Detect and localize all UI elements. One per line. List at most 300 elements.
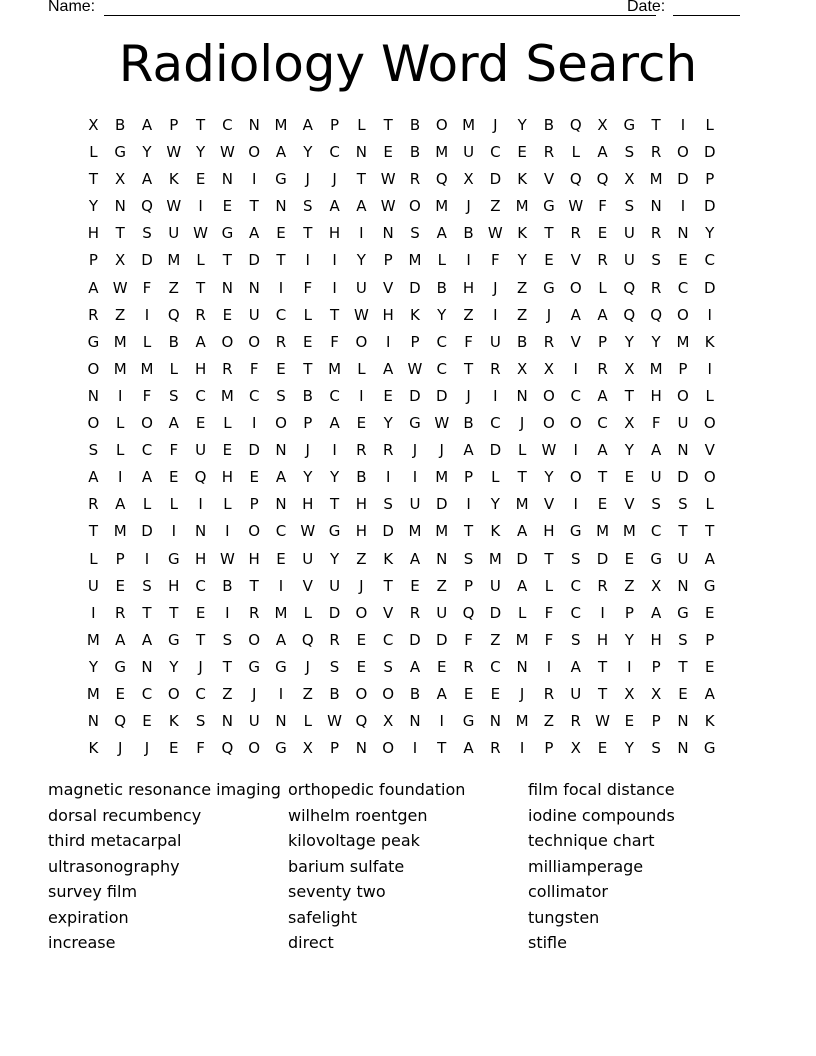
- grid-cell[interactable]: J: [493, 278, 498, 297]
- grid-cell[interactable]: Y: [303, 143, 313, 162]
- grid-cell[interactable]: L: [142, 332, 152, 351]
- grid-cell[interactable]: A: [141, 116, 153, 134]
- grid-cell[interactable]: M: [435, 143, 449, 162]
- grid-cell[interactable]: A: [570, 657, 581, 676]
- grid-cell[interactable]: M: [649, 359, 663, 378]
- grid-cell[interactable]: E: [704, 603, 715, 622]
- grid-cell[interactable]: R: [490, 739, 501, 758]
- grid-cell[interactable]: T: [196, 116, 206, 134]
- grid-cell[interactable]: E: [276, 224, 286, 243]
- grid-cell[interactable]: I: [519, 739, 525, 758]
- grid-cell[interactable]: I: [91, 603, 96, 622]
- grid-cell[interactable]: G: [703, 739, 716, 758]
- grid-cell[interactable]: X: [88, 116, 99, 134]
- grid-cell[interactable]: P: [303, 414, 313, 433]
- grid-cell[interactable]: M: [408, 251, 422, 270]
- grid-cell[interactable]: O: [543, 414, 555, 433]
- grid-cell[interactable]: I: [573, 359, 578, 378]
- grid-cell[interactable]: R: [248, 603, 260, 622]
- grid-cell[interactable]: E: [169, 468, 179, 487]
- grid-cell[interactable]: D: [248, 441, 260, 460]
- grid-cell[interactable]: D: [409, 278, 421, 297]
- grid-cell[interactable]: E: [624, 549, 635, 568]
- grid-cell[interactable]: O: [87, 414, 100, 433]
- grid-cell[interactable]: L: [544, 576, 554, 595]
- grid-cell[interactable]: G: [543, 197, 555, 216]
- grid-cell[interactable]: A: [88, 278, 99, 297]
- grid-cell[interactable]: L: [705, 386, 714, 405]
- grid-cell[interactable]: O: [248, 630, 261, 649]
- grid-cell[interactable]: E: [356, 630, 367, 649]
- grid-cell[interactable]: Y: [624, 332, 634, 351]
- grid-cell[interactable]: V: [570, 332, 581, 351]
- grid-cell[interactable]: O: [409, 197, 421, 216]
- grid-cell[interactable]: M: [515, 630, 529, 649]
- date-line[interactable]: [673, 15, 740, 16]
- grid-cell[interactable]: M: [86, 684, 100, 703]
- grid-cell[interactable]: I: [546, 657, 552, 676]
- grid-cell[interactable]: T: [651, 116, 661, 134]
- grid-cell[interactable]: T: [705, 522, 715, 541]
- grid-cell[interactable]: O: [167, 684, 180, 703]
- grid-cell[interactable]: K: [704, 332, 715, 351]
- grid-cell[interactable]: I: [627, 657, 632, 676]
- grid-cell[interactable]: Z: [356, 549, 367, 568]
- grid-cell[interactable]: C: [570, 576, 581, 595]
- grid-cell[interactable]: D: [489, 170, 502, 189]
- grid-cell[interactable]: X: [650, 684, 662, 703]
- grid-cell[interactable]: T: [329, 305, 340, 324]
- grid-cell[interactable]: D: [435, 495, 448, 514]
- grid-cell[interactable]: A: [463, 739, 474, 758]
- grid-cell[interactable]: N: [275, 197, 287, 216]
- grid-cell[interactable]: L: [491, 468, 500, 487]
- grid-cell[interactable]: Q: [355, 712, 368, 731]
- grid-cell[interactable]: H: [462, 278, 475, 297]
- grid-cell[interactable]: O: [677, 386, 689, 405]
- grid-cell[interactable]: J: [305, 441, 310, 460]
- grid-cell[interactable]: E: [678, 251, 688, 270]
- grid-cell[interactable]: O: [355, 603, 368, 622]
- grid-cell[interactable]: P: [330, 739, 340, 758]
- grid-cell[interactable]: Y: [624, 739, 634, 758]
- grid-cell[interactable]: Q: [435, 170, 448, 189]
- grid-cell[interactable]: N: [436, 549, 448, 568]
- grid-cell[interactable]: W: [487, 224, 503, 243]
- grid-cell[interactable]: T: [196, 630, 206, 649]
- grid-cell[interactable]: I: [412, 468, 418, 487]
- grid-cell[interactable]: T: [169, 603, 179, 622]
- grid-cell[interactable]: S: [570, 549, 581, 568]
- grid-cell[interactable]: K: [88, 739, 99, 758]
- grid-cell[interactable]: D: [248, 251, 260, 270]
- grid-cell[interactable]: M: [462, 116, 476, 134]
- grid-cell[interactable]: I: [412, 739, 418, 758]
- grid-cell[interactable]: E: [169, 739, 179, 758]
- grid-cell[interactable]: T: [356, 170, 366, 189]
- grid-cell[interactable]: Q: [596, 170, 609, 189]
- grid-cell[interactable]: R: [650, 224, 662, 243]
- grid-cell[interactable]: T: [437, 739, 447, 758]
- grid-cell[interactable]: J: [466, 197, 471, 216]
- grid-cell[interactable]: C: [597, 414, 608, 433]
- grid-cell[interactable]: R: [490, 359, 501, 378]
- grid-cell[interactable]: T: [142, 603, 152, 622]
- grid-cell[interactable]: F: [544, 603, 554, 622]
- grid-cell[interactable]: K: [410, 305, 420, 324]
- grid-cell[interactable]: K: [490, 522, 501, 541]
- grid-cell[interactable]: Q: [167, 305, 180, 324]
- grid-cell[interactable]: W: [112, 278, 128, 297]
- grid-cell[interactable]: E: [276, 359, 286, 378]
- grid-cell[interactable]: P: [651, 657, 661, 676]
- grid-cell[interactable]: S: [222, 630, 233, 649]
- grid-cell[interactable]: F: [249, 359, 259, 378]
- grid-cell[interactable]: W: [166, 197, 182, 216]
- grid-cell[interactable]: G: [543, 278, 555, 297]
- grid-cell[interactable]: J: [305, 170, 310, 189]
- grid-cell[interactable]: D: [435, 630, 448, 649]
- grid-cell[interactable]: T: [276, 251, 286, 270]
- grid-cell[interactable]: T: [597, 657, 608, 676]
- grid-cell[interactable]: C: [141, 441, 153, 460]
- grid-cell[interactable]: L: [357, 359, 366, 378]
- grid-cell[interactable]: D: [703, 197, 716, 216]
- grid-cell[interactable]: U: [489, 576, 501, 595]
- grid-cell[interactable]: S: [142, 224, 152, 243]
- grid-cell[interactable]: L: [517, 441, 527, 460]
- grid-cell[interactable]: A: [302, 116, 313, 134]
- grid-cell[interactable]: A: [275, 143, 287, 162]
- grid-cell[interactable]: T: [624, 386, 634, 405]
- grid-cell[interactable]: F: [464, 630, 473, 649]
- grid-cell[interactable]: G: [114, 657, 126, 676]
- grid-cell[interactable]: E: [222, 197, 233, 216]
- grid-cell[interactable]: N: [677, 739, 689, 758]
- grid-cell[interactable]: Y: [356, 251, 366, 270]
- grid-cell[interactable]: A: [409, 549, 421, 568]
- grid-cell[interactable]: E: [142, 712, 152, 731]
- grid-cell[interactable]: X: [383, 712, 394, 731]
- grid-cell[interactable]: N: [221, 712, 233, 731]
- grid-cell[interactable]: Q: [194, 468, 207, 487]
- grid-cell[interactable]: B: [409, 116, 421, 134]
- grid-cell[interactable]: G: [221, 224, 234, 243]
- grid-cell[interactable]: R: [114, 603, 126, 622]
- grid-cell[interactable]: A: [141, 468, 153, 487]
- grid-cell[interactable]: Y: [544, 468, 554, 487]
- grid-cell[interactable]: R: [382, 441, 394, 460]
- grid-cell[interactable]: G: [328, 522, 341, 541]
- grid-cell[interactable]: E: [597, 495, 608, 514]
- grid-cell[interactable]: X: [624, 684, 635, 703]
- grid-cell[interactable]: O: [382, 684, 395, 703]
- grid-cell[interactable]: X: [624, 170, 635, 189]
- grid-cell[interactable]: N: [677, 712, 689, 731]
- grid-cell[interactable]: C: [436, 359, 447, 378]
- grid-cell[interactable]: H: [302, 495, 314, 514]
- grid-cell[interactable]: I: [278, 576, 284, 595]
- grid-cell[interactable]: B: [115, 116, 126, 134]
- grid-cell[interactable]: F: [464, 332, 473, 351]
- grid-cell[interactable]: A: [249, 224, 260, 243]
- grid-cell[interactable]: E: [383, 143, 393, 162]
- grid-cell[interactable]: G: [677, 603, 689, 622]
- grid-cell[interactable]: A: [436, 224, 447, 243]
- grid-cell[interactable]: A: [597, 441, 608, 460]
- grid-cell[interactable]: B: [222, 576, 233, 595]
- grid-cell[interactable]: L: [223, 495, 232, 514]
- grid-cell[interactable]: U: [195, 441, 207, 460]
- grid-cell[interactable]: D: [141, 522, 153, 541]
- grid-cell[interactable]: Y: [88, 197, 98, 216]
- grid-cell[interactable]: N: [275, 712, 287, 731]
- grid-cell[interactable]: G: [167, 549, 180, 568]
- grid-cell[interactable]: O: [569, 278, 582, 297]
- grid-cell[interactable]: U: [570, 684, 582, 703]
- grid-cell[interactable]: J: [493, 116, 498, 134]
- grid-cell[interactable]: J: [412, 441, 418, 460]
- grid-cell[interactable]: X: [570, 739, 581, 758]
- grid-cell[interactable]: Y: [624, 441, 634, 460]
- grid-cell[interactable]: R: [597, 251, 608, 270]
- grid-cell[interactable]: U: [355, 278, 367, 297]
- grid-cell[interactable]: K: [168, 170, 179, 189]
- grid-cell[interactable]: O: [569, 414, 582, 433]
- grid-cell[interactable]: Y: [624, 630, 634, 649]
- grid-cell[interactable]: R: [88, 305, 99, 324]
- grid-cell[interactable]: L: [116, 441, 125, 460]
- grid-cell[interactable]: S: [142, 576, 152, 595]
- grid-cell[interactable]: R: [543, 684, 555, 703]
- grid-cell[interactable]: W: [327, 712, 342, 731]
- grid-cell[interactable]: Z: [168, 278, 179, 297]
- grid-cell[interactable]: S: [88, 441, 99, 460]
- grid-cell[interactable]: S: [383, 495, 393, 514]
- grid-cell[interactable]: N: [355, 143, 367, 162]
- grid-cell[interactable]: A: [329, 414, 340, 433]
- grid-cell[interactable]: L: [571, 143, 580, 162]
- grid-cell[interactable]: N: [355, 739, 367, 758]
- grid-cell[interactable]: P: [651, 712, 661, 731]
- grid-cell[interactable]: J: [439, 441, 444, 460]
- grid-cell[interactable]: W: [300, 522, 316, 541]
- grid-cell[interactable]: E: [544, 251, 554, 270]
- grid-cell[interactable]: Y: [490, 495, 500, 514]
- grid-cell[interactable]: H: [221, 468, 234, 487]
- grid-cell[interactable]: W: [568, 197, 584, 216]
- grid-cell[interactable]: H: [194, 549, 207, 568]
- grid-cell[interactable]: H: [194, 359, 207, 378]
- grid-cell[interactable]: Y: [437, 305, 447, 324]
- grid-cell[interactable]: F: [330, 332, 339, 351]
- grid-cell[interactable]: T: [597, 684, 608, 703]
- grid-cell[interactable]: C: [650, 522, 662, 541]
- grid-cell[interactable]: A: [141, 630, 153, 649]
- grid-cell[interactable]: W: [219, 549, 235, 568]
- grid-cell[interactable]: W: [193, 224, 208, 243]
- grid-cell[interactable]: I: [385, 468, 391, 487]
- grid-cell[interactable]: D: [328, 603, 341, 622]
- grid-cell[interactable]: K: [517, 224, 528, 243]
- grid-cell[interactable]: T: [115, 224, 125, 243]
- grid-cell[interactable]: H: [355, 495, 367, 514]
- grid-cell[interactable]: L: [303, 603, 312, 622]
- grid-cell[interactable]: I: [144, 549, 150, 568]
- grid-cell[interactable]: R: [650, 278, 662, 297]
- grid-cell[interactable]: S: [651, 739, 661, 758]
- grid-cell[interactable]: O: [703, 414, 716, 433]
- grid-cell[interactable]: L: [705, 116, 714, 134]
- grid-cell[interactable]: D: [141, 251, 153, 270]
- grid-cell[interactable]: R: [275, 332, 287, 351]
- grid-cell[interactable]: X: [624, 359, 635, 378]
- grid-cell[interactable]: G: [650, 549, 662, 568]
- grid-cell[interactable]: D: [409, 630, 421, 649]
- grid-cell[interactable]: N: [275, 495, 287, 514]
- grid-cell[interactable]: I: [251, 170, 257, 189]
- grid-cell[interactable]: I: [493, 386, 498, 405]
- grid-cell[interactable]: D: [382, 522, 394, 541]
- grid-cell[interactable]: L: [303, 305, 312, 324]
- grid-cell[interactable]: R: [356, 441, 367, 460]
- grid-cell[interactable]: N: [87, 386, 100, 405]
- grid-cell[interactable]: D: [409, 386, 421, 405]
- grid-cell[interactable]: L: [169, 495, 178, 514]
- grid-cell[interactable]: M: [274, 116, 288, 134]
- grid-cell[interactable]: V: [624, 495, 635, 514]
- grid-cell[interactable]: M: [435, 522, 449, 541]
- grid-cell[interactable]: G: [87, 332, 100, 351]
- grid-cell[interactable]: I: [573, 441, 578, 460]
- grid-cell[interactable]: Y: [517, 251, 527, 270]
- grid-cell[interactable]: C: [222, 116, 233, 134]
- grid-cell[interactable]: U: [302, 549, 314, 568]
- name-line[interactable]: [104, 15, 656, 16]
- grid-cell[interactable]: P: [383, 251, 393, 270]
- grid-cell[interactable]: N: [677, 224, 689, 243]
- grid-cell[interactable]: P: [88, 251, 98, 270]
- grid-cell[interactable]: H: [543, 522, 555, 541]
- grid-cell[interactable]: U: [248, 712, 260, 731]
- grid-cell[interactable]: S: [651, 251, 661, 270]
- grid-cell[interactable]: D: [489, 441, 502, 460]
- grid-cell[interactable]: T: [544, 224, 554, 243]
- grid-cell[interactable]: L: [705, 495, 714, 514]
- grid-cell[interactable]: C: [382, 630, 394, 649]
- grid-cell[interactable]: Z: [115, 305, 126, 324]
- grid-cell[interactable]: F: [598, 197, 607, 216]
- grid-cell[interactable]: V: [302, 576, 313, 595]
- grid-cell[interactable]: S: [624, 197, 635, 216]
- grid-cell[interactable]: W: [219, 143, 235, 162]
- grid-cell[interactable]: D: [489, 603, 502, 622]
- grid-cell[interactable]: Q: [650, 305, 663, 324]
- grid-cell[interactable]: E: [115, 576, 125, 595]
- grid-cell[interactable]: N: [275, 441, 287, 460]
- grid-cell[interactable]: M: [488, 549, 502, 568]
- grid-cell[interactable]: O: [248, 739, 261, 758]
- grid-cell[interactable]: I: [278, 684, 284, 703]
- grid-cell[interactable]: F: [544, 630, 554, 649]
- grid-cell[interactable]: Y: [196, 143, 206, 162]
- grid-cell[interactable]: G: [569, 522, 582, 541]
- grid-cell[interactable]: U: [650, 468, 662, 487]
- grid-cell[interactable]: O: [703, 468, 716, 487]
- grid-cell[interactable]: I: [332, 278, 337, 297]
- grid-cell[interactable]: J: [251, 684, 257, 703]
- grid-cell[interactable]: F: [651, 414, 661, 433]
- grid-cell[interactable]: T: [249, 197, 259, 216]
- grid-cell[interactable]: L: [142, 495, 152, 514]
- grid-cell[interactable]: N: [516, 657, 528, 676]
- grid-cell[interactable]: P: [705, 170, 715, 189]
- grid-cell[interactable]: Q: [141, 197, 153, 216]
- grid-cell[interactable]: N: [248, 278, 260, 297]
- grid-cell[interactable]: A: [597, 143, 608, 162]
- grid-cell[interactable]: M: [515, 197, 529, 216]
- grid-cell[interactable]: S: [169, 386, 179, 405]
- grid-cell[interactable]: A: [463, 441, 474, 460]
- grid-cell[interactable]: U: [677, 549, 689, 568]
- grid-cell[interactable]: R: [88, 495, 99, 514]
- grid-cell[interactable]: G: [462, 712, 475, 731]
- grid-cell[interactable]: Q: [462, 603, 475, 622]
- grid-cell[interactable]: R: [597, 576, 608, 595]
- grid-cell[interactable]: G: [275, 739, 287, 758]
- grid-cell[interactable]: H: [596, 630, 609, 649]
- grid-cell[interactable]: G: [409, 414, 421, 433]
- grid-cell[interactable]: L: [89, 143, 98, 162]
- grid-cell[interactable]: P: [410, 332, 420, 351]
- grid-cell[interactable]: O: [435, 116, 448, 134]
- grid-cell[interactable]: A: [275, 468, 287, 487]
- grid-cell[interactable]: E: [463, 684, 474, 703]
- grid-cell[interactable]: X: [543, 359, 555, 378]
- grid-cell[interactable]: I: [117, 386, 123, 405]
- grid-cell[interactable]: I: [680, 197, 686, 216]
- grid-cell[interactable]: Y: [517, 116, 527, 134]
- grid-cell[interactable]: M: [220, 386, 234, 405]
- grid-cell[interactable]: O: [248, 522, 261, 541]
- grid-cell[interactable]: U: [168, 224, 180, 243]
- grid-cell[interactable]: C: [490, 414, 501, 433]
- grid-cell[interactable]: J: [466, 386, 471, 405]
- grid-cell[interactable]: A: [115, 495, 126, 514]
- grid-cell[interactable]: A: [141, 170, 153, 189]
- grid-cell[interactable]: I: [251, 414, 257, 433]
- grid-cell[interactable]: T: [196, 278, 206, 297]
- grid-cell[interactable]: T: [222, 657, 232, 676]
- grid-cell[interactable]: I: [493, 305, 498, 324]
- grid-cell[interactable]: A: [115, 630, 126, 649]
- grid-cell[interactable]: R: [195, 305, 206, 324]
- grid-cell[interactable]: C: [275, 522, 287, 541]
- grid-cell[interactable]: I: [305, 251, 310, 270]
- grid-cell[interactable]: M: [408, 522, 422, 541]
- grid-cell[interactable]: T: [544, 549, 554, 568]
- grid-cell[interactable]: E: [383, 386, 393, 405]
- grid-cell[interactable]: W: [407, 359, 423, 378]
- grid-cell[interactable]: W: [353, 305, 369, 324]
- grid-cell[interactable]: F: [169, 441, 179, 460]
- grid-cell[interactable]: N: [409, 712, 421, 731]
- grid-cell[interactable]: T: [463, 522, 474, 541]
- grid-cell[interactable]: E: [410, 576, 420, 595]
- grid-cell[interactable]: I: [573, 495, 578, 514]
- grid-cell[interactable]: J: [305, 657, 310, 676]
- grid-cell[interactable]: N: [141, 657, 153, 676]
